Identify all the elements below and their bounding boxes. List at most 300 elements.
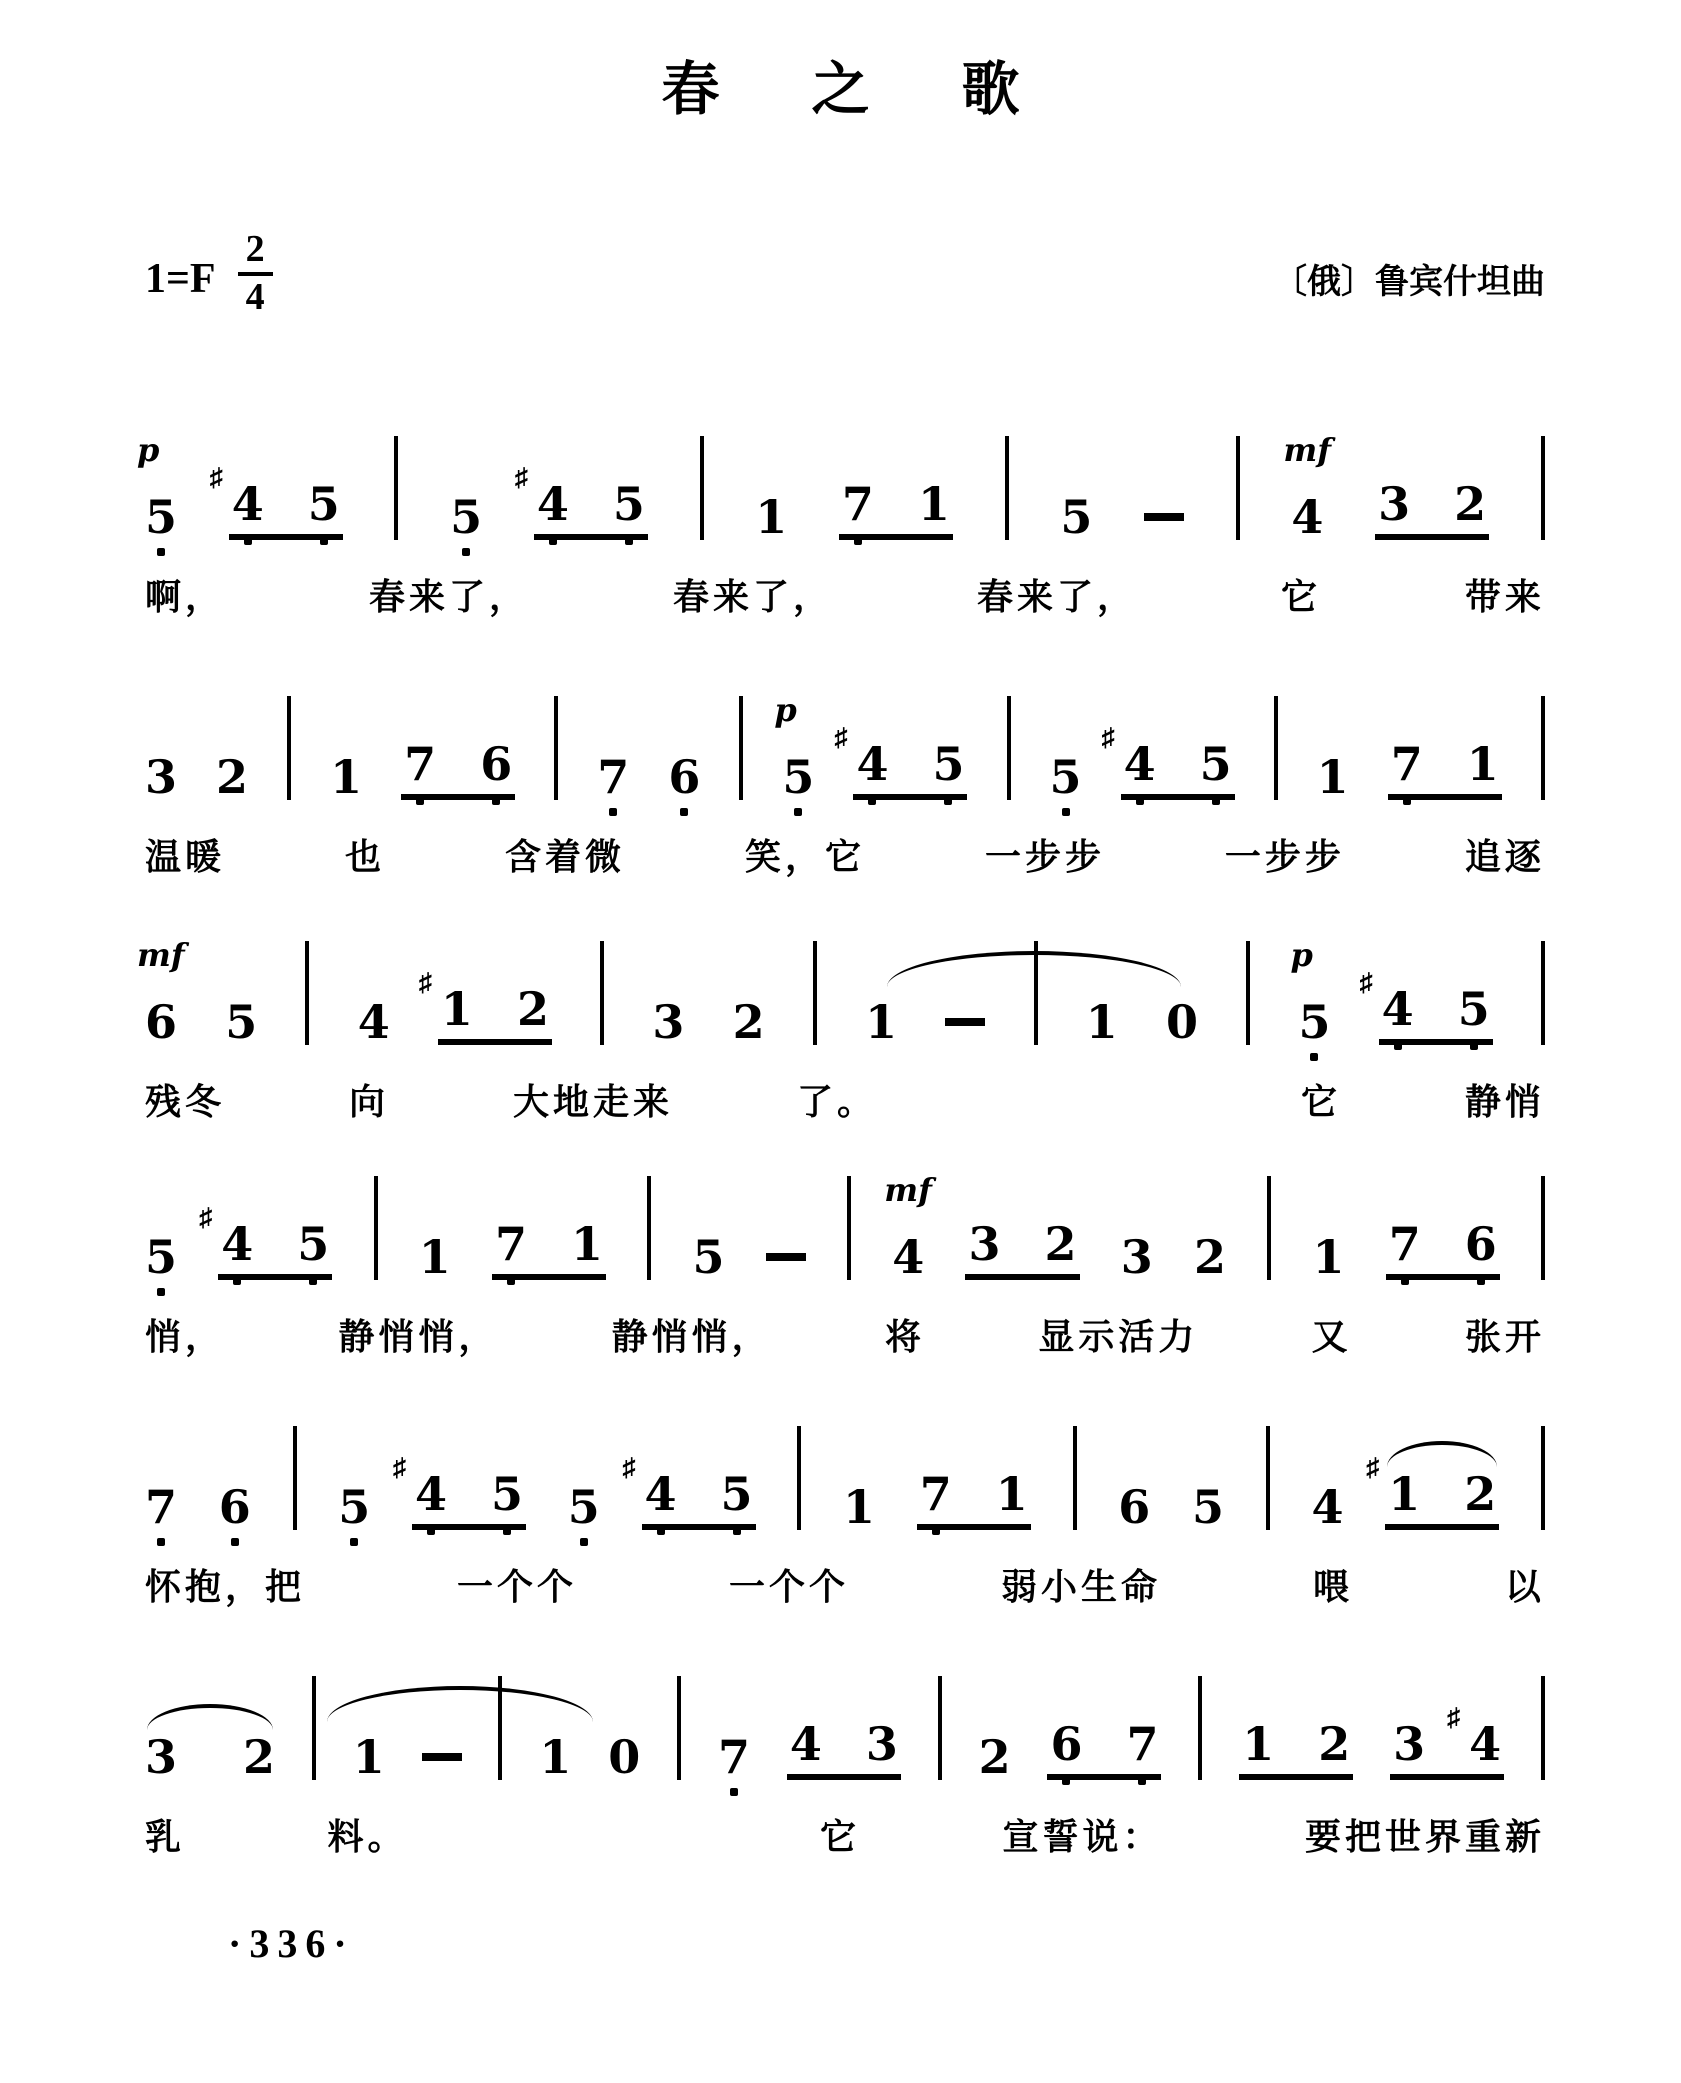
note xyxy=(884,1171,932,1284)
low-octave-dot xyxy=(609,808,617,816)
barline xyxy=(1274,696,1278,800)
beamed-note-group xyxy=(1359,968,1493,1045)
dynamic-mark: mf xyxy=(884,1171,932,1209)
note-number: 3 xyxy=(145,1730,178,1784)
note-number: 0 xyxy=(608,1730,641,1784)
note-number: 5 xyxy=(720,1467,753,1521)
note xyxy=(137,431,178,544)
beamed-note-group xyxy=(392,1453,526,1530)
lyric-syllable: 温暖 xyxy=(145,837,226,877)
note xyxy=(216,750,249,804)
note xyxy=(418,968,473,1036)
lyric-line-6 xyxy=(145,1818,1545,1858)
note xyxy=(404,737,437,791)
note xyxy=(732,995,765,1049)
low-octave-dot xyxy=(157,1538,165,1546)
lyric-syllable: 春来了， xyxy=(368,577,529,617)
system-5 xyxy=(145,1380,1545,1608)
lyric-line-3 xyxy=(145,1083,1545,1123)
note-number: 5 xyxy=(1192,1480,1225,1534)
barline xyxy=(1005,436,1009,540)
note xyxy=(612,477,645,531)
lyric-syllable: 春来了， xyxy=(976,577,1137,617)
slurred-note-group xyxy=(145,1730,276,1784)
tie-arc xyxy=(327,1686,593,1722)
lyric-syllable: 它 xyxy=(1300,1082,1341,1122)
low-octave-dot xyxy=(625,537,633,545)
lyric-syllable: 笑，它 xyxy=(744,837,865,877)
note-number: 7 xyxy=(145,1480,178,1534)
barline xyxy=(312,1676,316,1780)
note xyxy=(1359,968,1414,1036)
beamed-note-group xyxy=(965,1217,1079,1280)
lyric-line-2 xyxy=(145,838,1545,878)
lyric-syllable: 又 xyxy=(1311,1317,1352,1357)
note-number: 5 xyxy=(338,1480,371,1534)
lyric-syllable: 残冬 xyxy=(145,1082,226,1122)
lyric-syllable: 宣誓说： xyxy=(1002,1817,1163,1857)
note-number: 7 xyxy=(404,737,437,791)
note-number: 1 xyxy=(1085,995,1118,1049)
note xyxy=(717,1730,750,1784)
note xyxy=(1199,737,1232,791)
system-6 xyxy=(145,1630,1545,1858)
note xyxy=(919,1467,952,1521)
note xyxy=(668,750,701,804)
note-number: 6 xyxy=(668,750,701,804)
note-number: 7 xyxy=(841,477,874,531)
note xyxy=(199,1203,254,1271)
dynamic-mark: p xyxy=(774,691,797,729)
lyric-syllable: 了。 xyxy=(796,1082,877,1122)
page-title: 春之歌 xyxy=(661,57,1112,122)
lyric-line-1 xyxy=(145,578,1545,618)
low-octave-dot xyxy=(1477,1277,1485,1285)
note-number: 1 xyxy=(330,750,363,804)
beamed-note-group xyxy=(1388,737,1502,800)
duration-dash xyxy=(422,1753,462,1761)
note-number: 3 xyxy=(968,1217,1001,1271)
lyric-syllable: 喂 xyxy=(1312,1567,1353,1607)
lyric-syllable: 悄， xyxy=(145,1317,226,1357)
note-number: 5 xyxy=(145,490,178,544)
note xyxy=(652,995,685,1049)
note xyxy=(495,1217,528,1271)
lyric-syllable: 大地走来 xyxy=(512,1082,673,1122)
dynamic-mark: p xyxy=(1290,936,1313,974)
beamed-note-group xyxy=(1101,723,1235,800)
note xyxy=(1316,750,1349,804)
note xyxy=(692,1230,725,1284)
note xyxy=(1101,723,1156,791)
note-number: 1 xyxy=(1388,1467,1421,1521)
note-number: 2 xyxy=(978,1730,1011,1784)
sharp-icon: ♯ xyxy=(622,1453,636,1482)
note-number: 1 xyxy=(352,1730,385,1784)
low-octave-dot xyxy=(580,1538,588,1546)
low-octave-dot xyxy=(1394,1042,1402,1050)
barline xyxy=(1034,941,1038,1045)
sharp-icon: ♯ xyxy=(199,1203,213,1232)
note xyxy=(932,737,965,791)
note xyxy=(622,1453,677,1521)
page-number: ·336· xyxy=(228,1921,355,1966)
low-octave-dot xyxy=(233,1277,241,1285)
note xyxy=(1390,737,1423,791)
lyric-syllable: 显示活力 xyxy=(1038,1317,1199,1357)
low-octave-dot xyxy=(1212,797,1220,805)
dynamic-mark: mf xyxy=(1283,431,1332,469)
dynamic-mark: mf xyxy=(137,936,185,974)
note-number: 5 xyxy=(692,1230,725,1284)
low-octave-dot xyxy=(944,797,952,805)
note xyxy=(1454,477,1487,531)
beamed-note-group xyxy=(917,1467,1031,1530)
note xyxy=(1290,936,1331,1049)
beamed-note-group xyxy=(492,1217,606,1280)
note xyxy=(243,1730,276,1784)
low-octave-dot xyxy=(244,537,252,545)
note xyxy=(145,1480,178,1534)
note-number: 4 xyxy=(357,995,390,1049)
barline xyxy=(1073,1426,1077,1530)
low-octave-dot xyxy=(680,808,688,816)
barline xyxy=(287,696,291,800)
note-number: 5 xyxy=(491,1467,524,1521)
note-number: 1 xyxy=(418,1230,451,1284)
note xyxy=(834,723,889,791)
dynamic-mark: p xyxy=(137,431,160,469)
beamed-note-group xyxy=(1047,1717,1161,1780)
note-number: 4 xyxy=(1123,737,1156,791)
barline xyxy=(1541,941,1545,1045)
note xyxy=(1085,995,1118,1049)
note xyxy=(1393,1717,1426,1771)
note-number: 1 xyxy=(571,1217,604,1271)
beamed-note-group xyxy=(1386,1217,1500,1280)
beamed-note-group xyxy=(1239,1717,1353,1780)
lyric-line-4 xyxy=(145,1318,1545,1358)
beamed-note-group xyxy=(199,1203,332,1280)
low-octave-dot xyxy=(309,1277,317,1285)
note xyxy=(1283,431,1332,544)
note xyxy=(357,995,390,1049)
note-number: 7 xyxy=(495,1217,528,1271)
note-number: 3 xyxy=(1120,1230,1153,1284)
note-number: 2 xyxy=(732,995,765,1049)
low-octave-dot xyxy=(492,797,500,805)
system-2 xyxy=(145,650,1545,878)
note xyxy=(865,1717,898,1771)
barline xyxy=(600,941,604,1045)
lyric-syllable: 它 xyxy=(1280,577,1321,617)
lyric-syllable: 静悄悄， xyxy=(611,1317,772,1357)
note-number: 2 xyxy=(1193,1230,1226,1284)
lyric-syllable: 春来了， xyxy=(672,577,833,617)
note xyxy=(1242,1717,1275,1771)
barline xyxy=(938,1676,942,1780)
note-number: 4 xyxy=(231,477,264,531)
beamed-note-group xyxy=(1366,1453,1499,1530)
lyric-syllable: 含着微 xyxy=(504,837,625,877)
lyric-syllable: 也 xyxy=(344,837,385,877)
lyric-syllable: 它 xyxy=(819,1817,860,1857)
note-number: 3 xyxy=(1378,477,1411,531)
low-octave-dot xyxy=(794,808,802,816)
barline xyxy=(797,1426,801,1530)
low-octave-dot xyxy=(503,1527,511,1535)
note-number: 2 xyxy=(1464,1467,1497,1521)
note xyxy=(843,1480,876,1534)
sharp-icon: ♯ xyxy=(209,463,223,492)
note-number: 3 xyxy=(145,750,178,804)
note xyxy=(330,750,363,804)
note-number: 7 xyxy=(919,1467,952,1521)
note xyxy=(1447,1703,1502,1771)
note-number: 4 xyxy=(1381,982,1414,1036)
note xyxy=(1318,1717,1351,1771)
lyric-syllable: 一步步 xyxy=(1224,837,1345,877)
barline xyxy=(1236,436,1240,540)
note xyxy=(1388,1217,1421,1271)
barline xyxy=(739,696,743,800)
note-number: 5 xyxy=(307,477,340,531)
note xyxy=(418,1230,451,1284)
note-number: 2 xyxy=(216,750,249,804)
note-number: 4 xyxy=(536,477,569,531)
low-octave-dot xyxy=(549,537,557,545)
low-octave-dot xyxy=(416,797,424,805)
note xyxy=(755,490,788,544)
barline xyxy=(1246,941,1250,1045)
lyric-syllable: 静悄悄， xyxy=(338,1317,499,1357)
note-number: 5 xyxy=(567,1480,600,1534)
note-number: 1 xyxy=(843,1480,876,1534)
note-number: 7 xyxy=(717,1730,750,1784)
note-number: 6 xyxy=(480,737,513,791)
note xyxy=(968,1217,1001,1271)
note-number: 4 xyxy=(414,1467,447,1521)
note-number: 2 xyxy=(243,1730,276,1784)
note xyxy=(1126,1717,1159,1771)
note-number: 5 xyxy=(1457,982,1490,1036)
note xyxy=(516,982,549,1036)
low-octave-dot xyxy=(350,1538,358,1546)
beamed-note-group xyxy=(514,463,648,540)
note xyxy=(571,1217,604,1271)
note xyxy=(450,490,483,544)
note xyxy=(597,750,630,804)
note-number: 1 xyxy=(1316,750,1349,804)
barline xyxy=(498,1676,502,1780)
note-number: 4 xyxy=(644,1467,677,1521)
note xyxy=(1193,1230,1226,1284)
note-number: 1 xyxy=(865,995,898,1049)
system-4 xyxy=(145,1130,1545,1358)
note-number: 3 xyxy=(1393,1717,1426,1771)
note-number: 2 xyxy=(1454,477,1487,531)
beamed-note-group xyxy=(401,737,515,800)
note xyxy=(352,1730,385,1784)
beamed-note-group xyxy=(1375,477,1489,540)
sharp-icon: ♯ xyxy=(392,1453,406,1482)
barline xyxy=(1541,1676,1545,1780)
note xyxy=(995,1467,1028,1521)
note xyxy=(720,1467,753,1521)
note-number: 1 xyxy=(1312,1230,1345,1284)
barline xyxy=(305,941,309,1045)
duration-dash xyxy=(945,1018,985,1026)
note xyxy=(978,1730,1011,1784)
low-octave-dot xyxy=(1136,797,1144,805)
music-line-3 xyxy=(137,895,1545,1049)
system-1 xyxy=(137,390,1545,618)
lyric-syllable: 追逐 xyxy=(1464,837,1545,877)
low-octave-dot xyxy=(932,1527,940,1535)
barline xyxy=(647,1176,651,1280)
key-label: 1=F xyxy=(145,255,216,302)
lyric-syllable: 乳 xyxy=(145,1817,186,1857)
lyric-syllable: 一个个 xyxy=(728,1567,849,1607)
music-line-2 xyxy=(145,650,1545,804)
note-number: 1 xyxy=(1466,737,1499,791)
lyric-syllable: 以 xyxy=(1504,1567,1545,1607)
low-octave-dot xyxy=(854,537,862,545)
note-number: 4 xyxy=(1311,1480,1344,1534)
low-octave-dot xyxy=(1470,1042,1478,1050)
note-number: 6 xyxy=(218,1480,251,1534)
low-octave-dot xyxy=(231,1538,239,1546)
note xyxy=(1464,1217,1497,1271)
low-octave-dot xyxy=(427,1527,435,1535)
barline xyxy=(700,436,704,540)
note xyxy=(392,1453,447,1521)
note-number: 4 xyxy=(856,737,889,791)
note xyxy=(1192,1480,1225,1534)
lyric-syllable: 向 xyxy=(348,1082,389,1122)
music-line-4 xyxy=(145,1130,1545,1284)
rest-note xyxy=(1165,995,1198,1049)
note-number: 1 xyxy=(539,1730,572,1784)
barline xyxy=(1541,436,1545,540)
note-number: 5 xyxy=(225,995,258,1049)
note-number: 5 xyxy=(145,1230,178,1284)
sharp-icon: ♯ xyxy=(418,968,432,997)
note xyxy=(865,995,898,1049)
note-number: 1 xyxy=(995,1467,1028,1521)
low-octave-dot xyxy=(1062,808,1070,816)
note xyxy=(1060,490,1093,544)
sharp-icon: ♯ xyxy=(1447,1703,1461,1732)
beamed-note-group xyxy=(1390,1703,1504,1780)
note-number: 2 xyxy=(1318,1717,1351,1771)
time-signature xyxy=(238,230,273,318)
note-number: 5 xyxy=(782,750,815,804)
low-octave-dot xyxy=(657,1527,665,1535)
lyric-syllable: 啊， xyxy=(145,577,226,617)
lyric-syllable: 带来 xyxy=(1464,577,1545,617)
note-number: 2 xyxy=(516,982,549,1036)
note-number: 5 xyxy=(1298,995,1331,1049)
note-number: 4 xyxy=(221,1217,254,1271)
note xyxy=(917,477,950,531)
note-number: 1 xyxy=(917,477,950,531)
lyric-line-5 xyxy=(145,1568,1545,1608)
note-number: 6 xyxy=(145,995,178,1049)
sharp-icon: ♯ xyxy=(1359,968,1373,997)
beamed-note-group xyxy=(209,463,343,540)
note xyxy=(1120,1230,1153,1284)
barline xyxy=(1541,696,1545,800)
note-number: 4 xyxy=(892,1230,925,1284)
note-number: 1 xyxy=(1242,1717,1275,1771)
note xyxy=(225,995,258,1049)
barline xyxy=(1541,1176,1545,1280)
note xyxy=(539,1730,572,1784)
low-octave-dot xyxy=(730,1788,738,1796)
barline xyxy=(847,1176,851,1280)
lyric-syllable: 将 xyxy=(884,1317,925,1357)
composer-credit: 〔俄〕鲁宾什坦曲 xyxy=(1273,264,1545,301)
note xyxy=(307,477,340,531)
low-octave-dot xyxy=(507,1277,515,1285)
note xyxy=(774,691,815,804)
note-number: 3 xyxy=(865,1717,898,1771)
beamed-note-group xyxy=(839,477,953,540)
barline xyxy=(813,941,817,1045)
note-number: 0 xyxy=(1165,995,1198,1049)
lyric-syllable: 要把世界重新 xyxy=(1304,1817,1545,1857)
duration-dash xyxy=(766,1253,806,1261)
low-octave-dot xyxy=(320,537,328,545)
note-number: 1 xyxy=(755,490,788,544)
note-number: 3 xyxy=(652,995,685,1049)
note xyxy=(218,1480,251,1534)
barline xyxy=(1541,1426,1545,1530)
low-octave-dot xyxy=(1401,1277,1409,1285)
lyric-syllable: 静悄 xyxy=(1464,1082,1545,1122)
key-signature xyxy=(145,228,273,318)
note xyxy=(1464,1467,1497,1521)
low-octave-dot xyxy=(733,1527,741,1535)
note xyxy=(1312,1230,1345,1284)
note-number: 5 xyxy=(1060,490,1093,544)
time-denominator: 4 xyxy=(245,275,265,318)
barline xyxy=(677,1676,681,1780)
music-line-1 xyxy=(137,390,1545,544)
note xyxy=(1466,737,1499,791)
note-number: 5 xyxy=(932,737,965,791)
note xyxy=(338,1480,371,1534)
low-octave-dot xyxy=(462,548,470,556)
note-number: 7 xyxy=(597,750,630,804)
barline xyxy=(1266,1426,1270,1530)
note xyxy=(1457,982,1490,1036)
low-octave-dot xyxy=(1138,1777,1146,1785)
lyric-syllable: 一个个 xyxy=(456,1567,577,1607)
music-line-6 xyxy=(145,1630,1545,1784)
note-number: 7 xyxy=(1126,1717,1159,1771)
note-number: 5 xyxy=(1199,737,1232,791)
note xyxy=(480,737,513,791)
note xyxy=(137,936,185,1049)
note xyxy=(1049,750,1082,804)
note-number: 7 xyxy=(1390,737,1423,791)
note-number: 4 xyxy=(1291,490,1324,544)
note xyxy=(145,1730,178,1784)
low-octave-dot xyxy=(157,1288,165,1296)
note xyxy=(1366,1453,1421,1521)
